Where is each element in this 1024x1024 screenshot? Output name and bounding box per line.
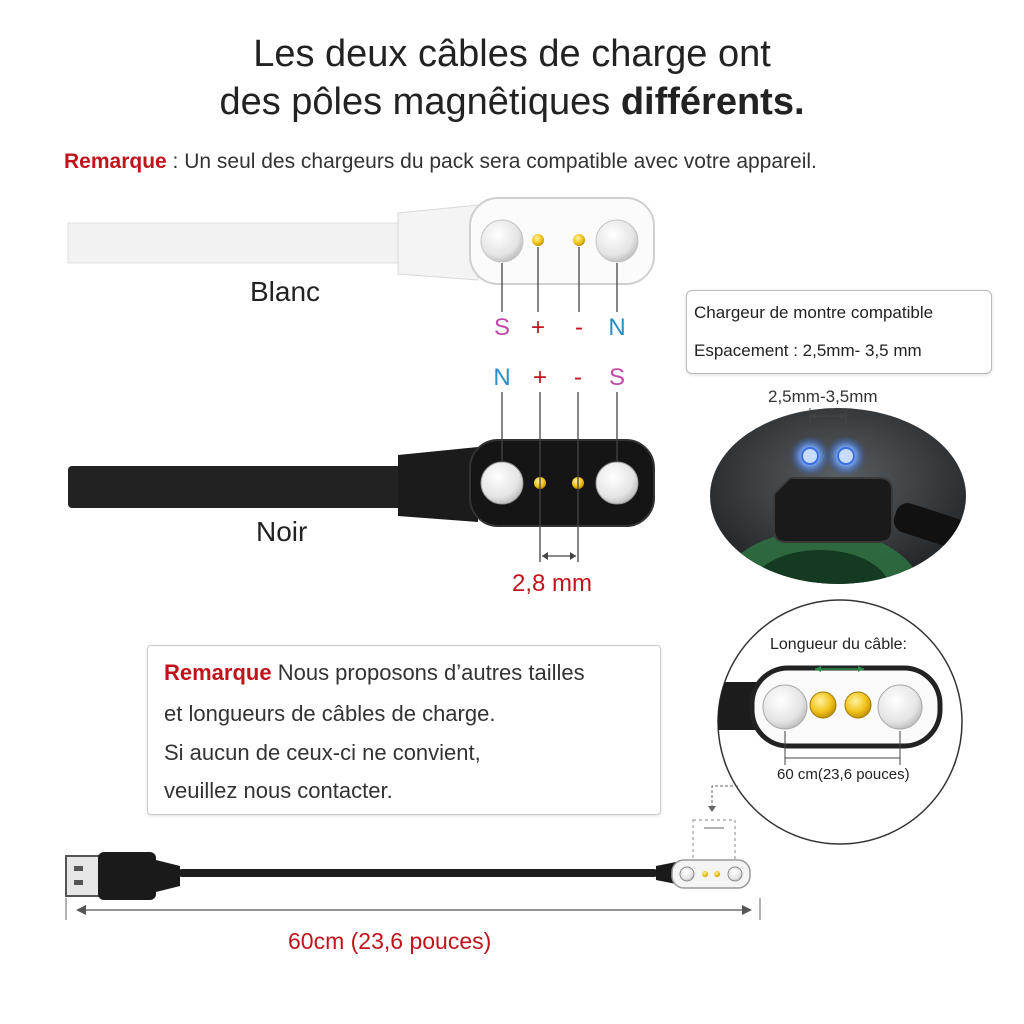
zoom-circle-title: Longueur du câble: xyxy=(770,636,907,653)
watch-connector xyxy=(774,478,892,542)
zoom-target-box xyxy=(693,820,735,866)
remark-line-1-text: Nous proposons d’autres tailles xyxy=(271,660,585,685)
remark-label: Remarque xyxy=(164,660,272,685)
black-pole-s: S xyxy=(608,364,625,391)
white-cable xyxy=(68,198,654,312)
white-pole-n: N xyxy=(608,314,626,341)
pin-spacing-label: 2,8 mm xyxy=(512,570,593,597)
top-remark-text: : Un seul des chargeurs du pack sera compatible avec votre appareil. xyxy=(166,150,817,173)
title-line-1: Les deux câbles de charge ont xyxy=(253,33,771,75)
black-magnet-right xyxy=(596,462,638,504)
compatibility-box xyxy=(686,290,992,374)
compatibility-title: Chargeur de montre compatible xyxy=(694,303,934,322)
remark-line-1 xyxy=(164,660,585,686)
white-pole-minus: - xyxy=(575,314,583,341)
title-line-2-regular: des pôles magnêtiques xyxy=(219,81,621,123)
white-pole-plus: + xyxy=(530,314,545,341)
white-cable-strain-relief xyxy=(398,205,478,280)
black-pole-n: N xyxy=(493,364,511,391)
title-line-2-bold: différents. xyxy=(620,81,805,123)
white-cable-cord xyxy=(68,223,408,263)
black-magnet-left xyxy=(481,462,523,504)
white-magnet-left xyxy=(481,220,523,262)
compatibility-spacing: Espacement : 2,5mm- 3,5 mm xyxy=(694,341,922,360)
remark-box xyxy=(147,645,661,815)
usb-plug-body xyxy=(98,852,156,900)
white-pin-plus xyxy=(532,234,544,246)
zoom-pointer xyxy=(712,786,738,808)
remark-line-3: Si aucun de ceux-ci ne convient, xyxy=(164,740,481,765)
black-cable-label: Noir xyxy=(256,516,308,547)
white-magnet-right xyxy=(596,220,638,262)
watch-spacing-label: 2,5mm-3,5mm xyxy=(768,387,878,406)
black-cable-strain-relief xyxy=(398,447,478,522)
top-remark-label: Remarque xyxy=(64,150,167,173)
full-cable xyxy=(66,852,760,920)
black-cable-cord xyxy=(68,466,408,508)
zoom-circle-length: 60 cm(23,6 pouces) xyxy=(777,766,910,783)
white-pin-minus xyxy=(573,234,585,246)
black-cable xyxy=(68,392,654,562)
remark-line-2: et longueurs de câbles de charge. xyxy=(164,701,496,726)
cable-length-label: 60cm (23,6 pouces) xyxy=(288,928,492,954)
black-pole-plus: + xyxy=(532,364,547,391)
white-cable-label: Blanc xyxy=(250,276,321,307)
usb-plug-metal xyxy=(66,856,100,896)
white-pole-s: S xyxy=(493,314,510,341)
remark-line-4: veuillez nous contacter. xyxy=(164,778,393,803)
cable-cord xyxy=(178,869,658,877)
black-pole-minus: - xyxy=(574,364,582,391)
